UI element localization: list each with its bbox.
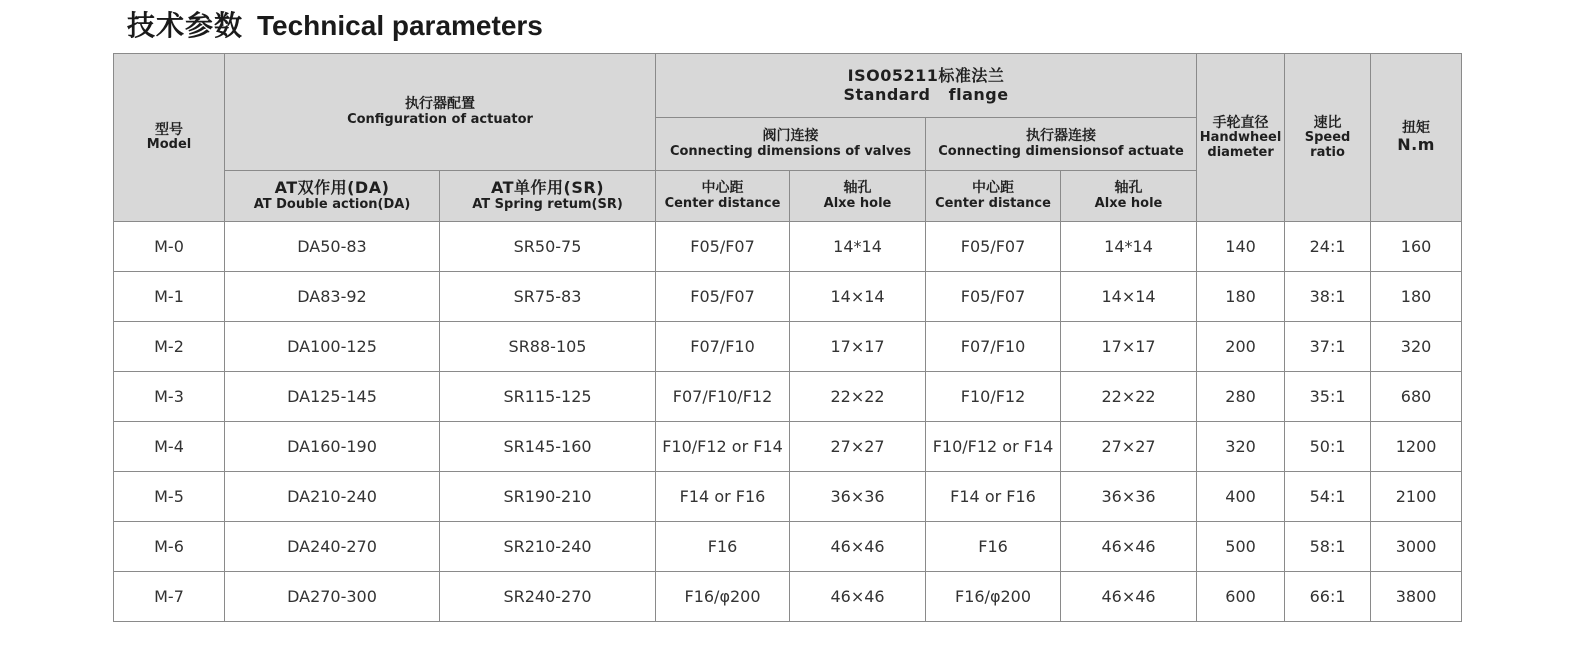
cell-handwheel: 600 <box>1197 572 1285 622</box>
page-title <box>127 4 543 44</box>
header-da: AT双作用(DA) AT Double action(DA) <box>225 171 440 222</box>
table-row <box>114 522 1462 572</box>
cell-handwheel: 180 <box>1197 272 1285 322</box>
cell-model: M-1 <box>114 272 225 322</box>
cell-valve-center-distance: F14 or F16 <box>656 472 790 522</box>
cell-handwheel: 140 <box>1197 222 1285 272</box>
cell-handwheel: 320 <box>1197 422 1285 472</box>
cell-da: DA270-300 <box>225 572 440 622</box>
cell-model: M-6 <box>114 522 225 572</box>
cell-da: DA210-240 <box>225 472 440 522</box>
cell-actuator-axle-hole: 22×22 <box>1061 372 1197 422</box>
cell-da: DA125-145 <box>225 372 440 422</box>
title-zh: 技术参数 <box>127 10 244 41</box>
cell-actuator-axle-hole: 14×14 <box>1061 272 1197 322</box>
header-model: 型号 Model <box>114 54 225 222</box>
cell-actuator-center-distance: F10/F12 <box>926 372 1061 422</box>
header-actuator-connection: 执行器连接 Connecting dimensionsof actuate <box>926 118 1197 171</box>
cell-valve-axle-hole: 14×14 <box>790 272 926 322</box>
header-actuator-config: 执行器配置 Configuration of actuator <box>225 54 656 171</box>
cell-model: M-4 <box>114 422 225 472</box>
table-row <box>114 222 1462 272</box>
cell-valve-axle-hole: 46×46 <box>790 522 926 572</box>
cell-actuator-axle-hole: 46×46 <box>1061 572 1197 622</box>
cell-torque: 160 <box>1371 222 1462 272</box>
cell-sr: SR210-240 <box>440 522 656 572</box>
header-center-distance-actuator: 中心距 Center distance <box>926 171 1061 222</box>
cell-actuator-axle-hole: 14*14 <box>1061 222 1197 272</box>
cell-speed-ratio: 58:1 <box>1285 522 1371 572</box>
cell-model: M-0 <box>114 222 225 272</box>
cell-valve-center-distance: F16/φ200 <box>656 572 790 622</box>
cell-speed-ratio: 66:1 <box>1285 572 1371 622</box>
cell-torque: 180 <box>1371 272 1462 322</box>
cell-valve-center-distance: F07/F10/F12 <box>656 372 790 422</box>
cell-valve-center-distance: F10/F12 or F14 <box>656 422 790 472</box>
cell-valve-axle-hole: 27×27 <box>790 422 926 472</box>
cell-model: M-5 <box>114 472 225 522</box>
cell-valve-center-distance: F16 <box>656 522 790 572</box>
cell-speed-ratio: 54:1 <box>1285 472 1371 522</box>
cell-torque: 320 <box>1371 322 1462 372</box>
cell-actuator-center-distance: F07/F10 <box>926 322 1061 372</box>
cell-sr: SR88-105 <box>440 322 656 372</box>
table-row <box>114 272 1462 322</box>
cell-torque: 3000 <box>1371 522 1462 572</box>
cell-valve-axle-hole: 46×46 <box>790 572 926 622</box>
cell-da: DA240-270 <box>225 522 440 572</box>
cell-handwheel: 400 <box>1197 472 1285 522</box>
cell-actuator-axle-hole: 17×17 <box>1061 322 1197 372</box>
cell-handwheel: 200 <box>1197 322 1285 372</box>
cell-torque: 680 <box>1371 372 1462 422</box>
header-center-distance-valves: 中心距 Center distance <box>656 171 790 222</box>
header-axle-hole-valves: 轴孔 Alxe hole <box>790 171 926 222</box>
cell-actuator-center-distance: F05/F07 <box>926 272 1061 322</box>
cell-da: DA50-83 <box>225 222 440 272</box>
table-row <box>114 322 1462 372</box>
cell-actuator-center-distance: F16 <box>926 522 1061 572</box>
cell-da: DA160-190 <box>225 422 440 472</box>
cell-sr: SR115-125 <box>440 372 656 422</box>
cell-speed-ratio: 24:1 <box>1285 222 1371 272</box>
header-handwheel-diameter: 手轮直径 Handwheel diameter <box>1197 54 1285 222</box>
cell-da: DA83-92 <box>225 272 440 322</box>
cell-torque: 3800 <box>1371 572 1462 622</box>
cell-sr: SR50-75 <box>440 222 656 272</box>
cell-torque: 1200 <box>1371 422 1462 472</box>
cell-da: DA100-125 <box>225 322 440 372</box>
cell-valve-center-distance: F05/F07 <box>656 272 790 322</box>
cell-sr: SR145-160 <box>440 422 656 472</box>
cell-actuator-center-distance: F14 or F16 <box>926 472 1061 522</box>
cell-handwheel: 500 <box>1197 522 1285 572</box>
cell-speed-ratio: 37:1 <box>1285 322 1371 372</box>
header-valves-connection: 阀门连接 Connecting dimensions of valves <box>656 118 926 171</box>
table-body <box>114 222 1462 622</box>
cell-actuator-center-distance: F10/F12 or F14 <box>926 422 1061 472</box>
cell-valve-axle-hole: 17×17 <box>790 322 926 372</box>
cell-model: M-2 <box>114 322 225 372</box>
cell-valve-axle-hole: 36×36 <box>790 472 926 522</box>
cell-actuator-axle-hole: 36×36 <box>1061 472 1197 522</box>
header-axle-hole-actuator: 轴孔 Alxe hole <box>1061 171 1197 222</box>
cell-torque: 2100 <box>1371 472 1462 522</box>
cell-speed-ratio: 50:1 <box>1285 422 1371 472</box>
cell-handwheel: 280 <box>1197 372 1285 422</box>
cell-actuator-axle-hole: 27×27 <box>1061 422 1197 472</box>
cell-model: M-7 <box>114 572 225 622</box>
cell-valve-center-distance: F05/F07 <box>656 222 790 272</box>
cell-sr: SR75-83 <box>440 272 656 322</box>
cell-valve-center-distance: F07/F10 <box>656 322 790 372</box>
title-en: Technical parameters <box>257 10 543 41</box>
header-sr: AT单作用(SR) AT Spring retum(SR) <box>440 171 656 222</box>
cell-speed-ratio: 38:1 <box>1285 272 1371 322</box>
cell-actuator-axle-hole: 46×46 <box>1061 522 1197 572</box>
table-row <box>114 572 1462 622</box>
cell-sr: SR190-210 <box>440 472 656 522</box>
cell-actuator-center-distance: F16/φ200 <box>926 572 1061 622</box>
cell-actuator-center-distance: F05/F07 <box>926 222 1061 272</box>
table-row <box>114 422 1462 472</box>
header-torque: 扭矩 N.m <box>1371 54 1462 222</box>
cell-sr: SR240-270 <box>440 572 656 622</box>
cell-model: M-3 <box>114 372 225 422</box>
cell-speed-ratio: 35:1 <box>1285 372 1371 422</box>
technical-parameters-table <box>113 53 1462 622</box>
table-row <box>114 372 1462 422</box>
header-speed-ratio: 速比 Speed ratio <box>1285 54 1371 222</box>
cell-valve-axle-hole: 14*14 <box>790 222 926 272</box>
header-iso-flange: ISO05211标准法兰 Standard flange <box>656 54 1197 118</box>
cell-valve-axle-hole: 22×22 <box>790 372 926 422</box>
table-row <box>114 472 1462 522</box>
table-header <box>114 54 1462 222</box>
